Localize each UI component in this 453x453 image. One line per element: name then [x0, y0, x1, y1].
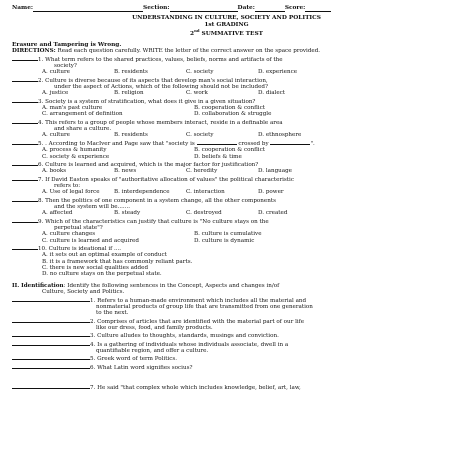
answer-blank[interactable]	[12, 244, 38, 250]
identification-item-2	[12, 317, 441, 325]
item-text: quantifiable region, and offer a culture.	[96, 347, 209, 354]
option[interactable]: D. dialect	[258, 90, 286, 97]
fill-blank[interactable]	[197, 139, 237, 145]
item-text: 7. He said "that complex whole which includes knowledge, belief, art, law,	[90, 384, 301, 391]
answer-blank[interactable]	[12, 354, 90, 360]
question-9	[12, 217, 441, 225]
date-label: Date:	[237, 5, 255, 11]
options-row	[12, 189, 441, 195]
question-continuation: refers to:	[54, 182, 81, 189]
question-continuation: society?	[54, 63, 77, 70]
answer-blank[interactable]	[12, 340, 90, 346]
question-8	[12, 196, 441, 204]
question-continuation: and the system will be.......	[54, 203, 131, 210]
date-line[interactable]	[255, 5, 285, 12]
identification-heading-cont: Culture, Society and Politics.	[42, 289, 125, 296]
item-text: 4. Is a gathering of individuals whose individuals associate, dwell in a	[90, 341, 289, 348]
option[interactable]: B. steady	[114, 210, 141, 217]
identification-item-4	[12, 340, 441, 348]
option[interactable]: B. residents	[114, 132, 148, 139]
title-line-3: 2nd SUMMATIVE TEST	[190, 28, 263, 38]
question-text: 1. What term refers to the shared practices, values, beliefs, norms and artifacts of the	[38, 56, 283, 63]
question-continuation: and share a culture.	[54, 126, 112, 133]
option[interactable]: B. religion	[114, 90, 144, 97]
section-field[interactable]	[143, 4, 238, 12]
option[interactable]: D. experience	[258, 69, 298, 76]
answer-blank[interactable]	[12, 76, 38, 82]
option[interactable]: D. beliefs & time	[194, 153, 242, 160]
options-row	[12, 90, 441, 96]
option[interactable]: C. destroyed	[186, 210, 222, 217]
item-text: 6. What Latin word signifies socius?	[90, 364, 193, 371]
option[interactable]: B. residents	[114, 69, 148, 76]
spacer	[12, 371, 441, 383]
question-text: 4. This refers to a group of people whose members interact, reside in a definable area	[38, 119, 283, 126]
identification-item-3	[12, 331, 441, 339]
option[interactable]: D. power	[258, 189, 284, 196]
option[interactable]: C. interaction	[186, 189, 225, 196]
answer-blank[interactable]	[12, 363, 90, 369]
answer-blank[interactable]	[12, 55, 38, 61]
option[interactable]: D. ethnosphere	[258, 132, 302, 139]
question-text: 5. . According to MacIver and Page saw that "society is	[38, 140, 195, 147]
options-row	[12, 69, 441, 75]
option[interactable]: B. cooperation & conflict	[194, 147, 265, 154]
answer-blank[interactable]	[12, 296, 90, 302]
option[interactable]: D. collaboration & struggle	[194, 111, 272, 118]
question-5	[12, 139, 441, 147]
question-text-tail: ".	[310, 140, 315, 147]
answer-blank[interactable]	[12, 217, 38, 223]
options-row	[12, 210, 441, 216]
option[interactable]: A. it sets out an optimal example of conduct	[42, 252, 167, 259]
identification-heading: II. Identification: Identify the following sentences in the Concept, Aspects and changes in/of	[12, 282, 280, 289]
name-label: Name:	[12, 5, 34, 11]
option[interactable]: A. books	[42, 168, 67, 175]
score-label: Score:	[284, 5, 306, 11]
name-line[interactable]	[33, 5, 143, 12]
identification-section	[12, 296, 441, 392]
question-4	[12, 118, 441, 126]
question-text-after: crossed by	[236, 140, 271, 147]
option[interactable]: A. man's past culture	[42, 105, 103, 112]
title-line-1: UNDERSTANDING IN CULTURE, SOCIETY AND POLITICS	[132, 15, 321, 21]
name-field[interactable]	[12, 4, 143, 12]
score-field[interactable]	[285, 4, 331, 12]
option[interactable]: C. there is new social qualities added	[42, 265, 149, 272]
option[interactable]: B. news	[114, 168, 137, 175]
question-continuation: under the aspect of Actions, which of the following should not be included?	[54, 84, 268, 91]
option[interactable]: B. culture is cumulative	[194, 231, 262, 238]
option[interactable]: A. justice	[42, 90, 69, 97]
answer-blank[interactable]	[12, 317, 90, 323]
answer-blank[interactable]	[12, 331, 90, 337]
item-text: to the next.	[96, 310, 129, 317]
identification-item-6	[12, 363, 441, 371]
option[interactable]: C. society & experience	[42, 153, 110, 160]
question-3	[12, 97, 441, 105]
answer-blank[interactable]	[12, 160, 38, 166]
option[interactable]: C. culture is learned and acquired	[42, 237, 139, 244]
question-text: 10. Culture is ideational if ....	[38, 245, 122, 252]
question-text: 6. Culture is learned and acquired, which is the major factor for justification?	[38, 161, 259, 168]
options-row	[12, 168, 441, 174]
question-text: 3. Society is a system of stratification, what does it give in a given situation?	[38, 98, 256, 105]
fill-blank[interactable]	[270, 139, 310, 145]
question-7	[12, 175, 441, 183]
erasure-warning: Erasure and Tampering is Wrong.	[12, 41, 122, 48]
option[interactable]: A. process & humanity	[42, 147, 107, 154]
options-row	[12, 111, 441, 117]
option[interactable]: D. language	[258, 168, 292, 175]
option[interactable]: A. culture	[42, 69, 70, 76]
question-2	[12, 76, 441, 84]
option[interactable]: B. cooperation & conflict	[194, 105, 265, 112]
question-1	[12, 55, 441, 63]
item-text: like our dress, food, and family products.	[96, 324, 213, 331]
section-line[interactable]	[170, 5, 238, 12]
question-text: 2. Culture is diverse because of its aspects that develop man's social interaction,	[38, 77, 268, 84]
question-continuation: perpetual state"?	[54, 224, 103, 231]
option[interactable]: B. it is a framework that has commonly reliant parts.	[42, 258, 193, 265]
identification-item-1	[12, 296, 441, 304]
option[interactable]: D. no culture stays on the perpetual state.	[42, 271, 162, 278]
option[interactable]: A. affected	[42, 210, 73, 217]
question-text: 8. Then the politics of one component in a system change, all the other components	[38, 197, 276, 204]
answer-blank[interactable]	[12, 139, 38, 145]
item-text: 5. Greek word of term Politics.	[90, 356, 178, 363]
answer-blank[interactable]	[12, 383, 90, 389]
section-label: Section:	[143, 5, 170, 11]
identification-item-7	[12, 383, 441, 391]
option[interactable]: A. Use of legal force	[42, 189, 100, 196]
answer-blank[interactable]	[12, 196, 38, 202]
item-text: 3. Culture alludes to thoughts, standards, musings and conviction.	[90, 333, 279, 340]
question-text: 9. Which of the characteristics can justify that culture is "No culture stays on the	[38, 218, 269, 225]
option[interactable]: A. culture changes	[42, 231, 96, 238]
question-10	[12, 244, 441, 252]
option[interactable]: C. work	[186, 90, 208, 97]
option[interactable]: D. created	[258, 210, 288, 217]
option[interactable]: B. interdependence	[114, 189, 170, 196]
question-text: 7. If David Easton speaks of "authoritative allocation of values" the political characteristic	[38, 176, 294, 183]
question-6	[12, 160, 441, 168]
option[interactable]: D. culture is dynamic	[194, 237, 255, 244]
option[interactable]: C. society	[186, 69, 214, 76]
multiple-choice-section	[12, 55, 441, 278]
identification-item-5	[12, 354, 441, 362]
option[interactable]: C. society	[186, 132, 214, 139]
header-fields	[12, 4, 441, 12]
answer-blank[interactable]	[12, 97, 38, 103]
answer-blank[interactable]	[12, 175, 38, 181]
item-text: nonmaterial products of group life that are transmitted from one generation	[96, 303, 313, 310]
item-text: 2. Comprises of articles that are identified with the material part of our life	[90, 318, 305, 325]
option[interactable]: C. heredity	[186, 168, 218, 175]
score-line[interactable]	[305, 5, 331, 12]
option[interactable]: C. arrangement of definition	[42, 111, 123, 118]
date-field[interactable]	[238, 4, 285, 12]
title-line-2: 1st GRADING	[204, 21, 249, 28]
option[interactable]: A. culture	[42, 132, 70, 139]
answer-blank[interactable]	[12, 118, 38, 124]
options-row	[12, 154, 441, 160]
item-text: 1. Refers to a human-made environment which includes all the material and	[90, 297, 307, 304]
directions: DIRECTIONS: Read each question carefully. WRITE the letter of the correct answer on the space provided.	[12, 48, 321, 55]
